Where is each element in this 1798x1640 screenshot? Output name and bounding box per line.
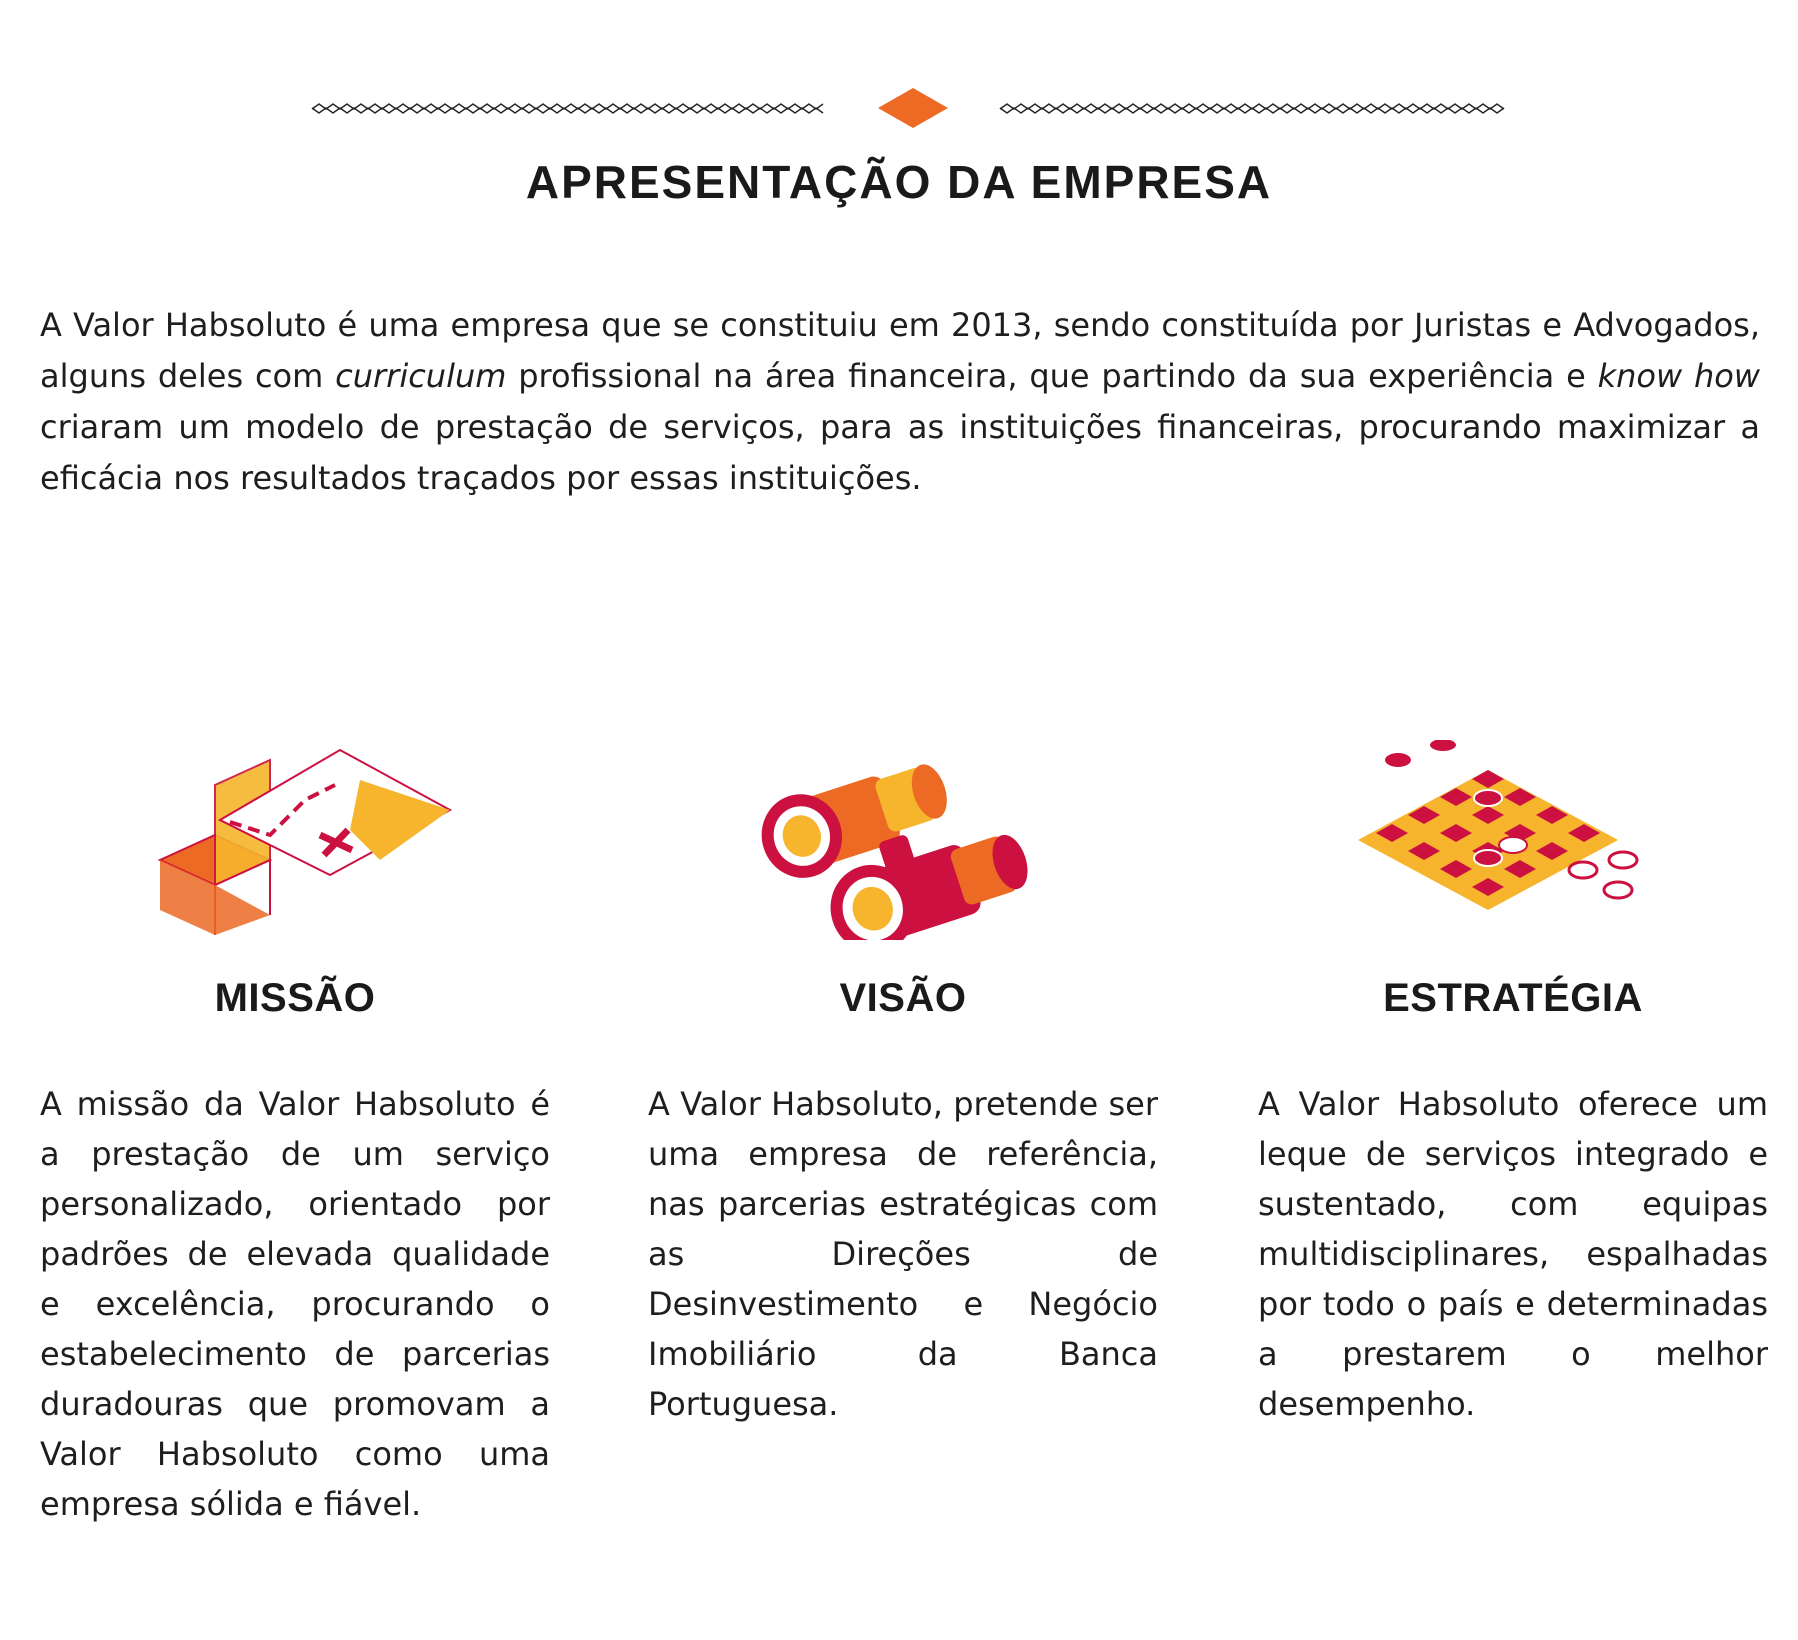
page-title: APRESENTAÇÃO DA EMPRESA [525, 156, 1273, 208]
section-text-visao: A Valor Habsoluto, pretende ser uma empresa de referência, nas parcerias estratégicas com as Direções de Desinvestimento e Negócio Imobiliário da Banca Portuguesa. [648, 1085, 1158, 1423]
binoculars-icon [728, 740, 1078, 940]
checkers-board-icon [1338, 740, 1688, 940]
section-heading-missao: MISSÃO [214, 976, 376, 1020]
diamond-ornament-icon [878, 88, 948, 128]
intro-text-2: profissional na área financeira, que partindo da sua experiência e [506, 357, 1598, 395]
intro-paragraph [40, 300, 1760, 504]
section-heading-visao: VISÃO [839, 976, 967, 1020]
section-estrategia [1258, 740, 1768, 1429]
zigzag-line-right [1000, 104, 1504, 113]
section-missao [40, 740, 550, 1529]
intro-text-1: A Valor Habsoluto é uma empresa que se constituiu em 2013, sendo constituída por Juristas e Advogados, alguns deles com [40, 306, 1760, 395]
map-icon [120, 740, 470, 940]
section-text-estrategia: A Valor Habsoluto oferece um leque de serviços integrado e sustentado, com equipas multidisciplinares, espalhadas por todo o país e determinadas a prestarem o melhor desempenho. [1258, 1085, 1768, 1423]
intro-emphasis-2: know how [1597, 357, 1761, 395]
intro-emphasis-1: curriculum [335, 357, 507, 395]
zigzag-line-left [312, 104, 823, 113]
section-visao [648, 740, 1158, 1429]
decorative-divider [0, 84, 1798, 134]
section-heading-estrategia: ESTRATÉGIA [1383, 976, 1643, 1020]
intro-text-3: criaram um modelo de prestação de serviços, para as instituições financeiras, procurando maximizar a eficácia nos resultados traçados por essas instituições. [40, 408, 1760, 497]
section-text-missao: A missão da Valor Habsoluto é a prestação de um serviço personalizado, orientado por padrões de elevada qualidade e excelência, procurando o estabelecimento de parcerias duradouras que promovam a Valor Habsoluto como uma empresa sólida e fiável. [40, 1085, 550, 1523]
